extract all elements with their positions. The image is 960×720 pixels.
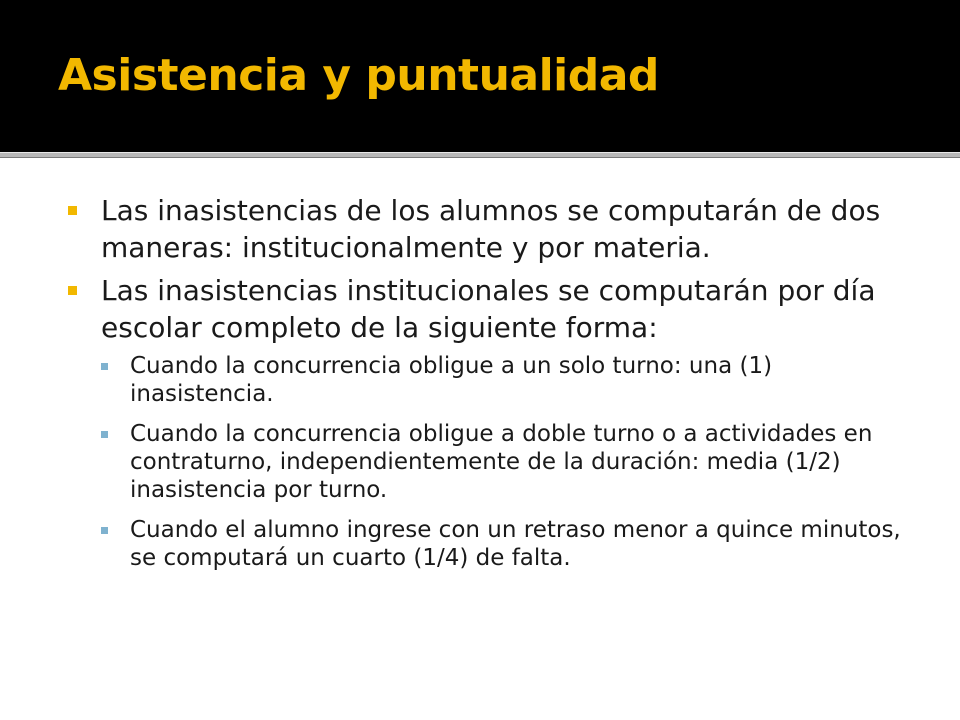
sub-bullet-item <box>101 420 908 504</box>
small-square-bullet-icon <box>101 527 108 534</box>
slide-content <box>0 158 960 720</box>
square-bullet-icon <box>68 206 77 215</box>
slide-title: Asistencia y puntualidad <box>58 50 659 101</box>
bullet-text: Las inasistencias de los alumnos se computarán de dos maneras: institucionalmente y por materia. <box>101 194 881 264</box>
title-bar <box>0 0 960 150</box>
bullet-item <box>68 272 908 572</box>
bullet-text: Las inasistencias institucionales se computarán por día escolar completo de la siguiente forma: <box>101 274 876 344</box>
sub-bullet-text: Cuando la concurrencia obligue a doble turno o a actividades en contraturno, independientemente de la duración: media (1/2) inasistencia por turno. <box>130 421 873 503</box>
square-bullet-icon <box>68 286 77 295</box>
bullet-list <box>68 192 908 584</box>
sub-bullet-item <box>101 352 908 408</box>
bullet-item <box>68 192 908 266</box>
sub-bullet-text: Cuando la concurrencia obligue a un solo turno: una (1) inasistencia. <box>130 353 773 407</box>
sub-bullet-text: Cuando el alumno ingrese con un retraso menor a quince minutos, se computará un cuarto (1/4) de falta. <box>130 517 901 571</box>
small-square-bullet-icon <box>101 431 108 438</box>
sub-bullet-item <box>101 516 908 572</box>
sub-bullet-list <box>101 352 908 572</box>
small-square-bullet-icon <box>101 363 108 370</box>
